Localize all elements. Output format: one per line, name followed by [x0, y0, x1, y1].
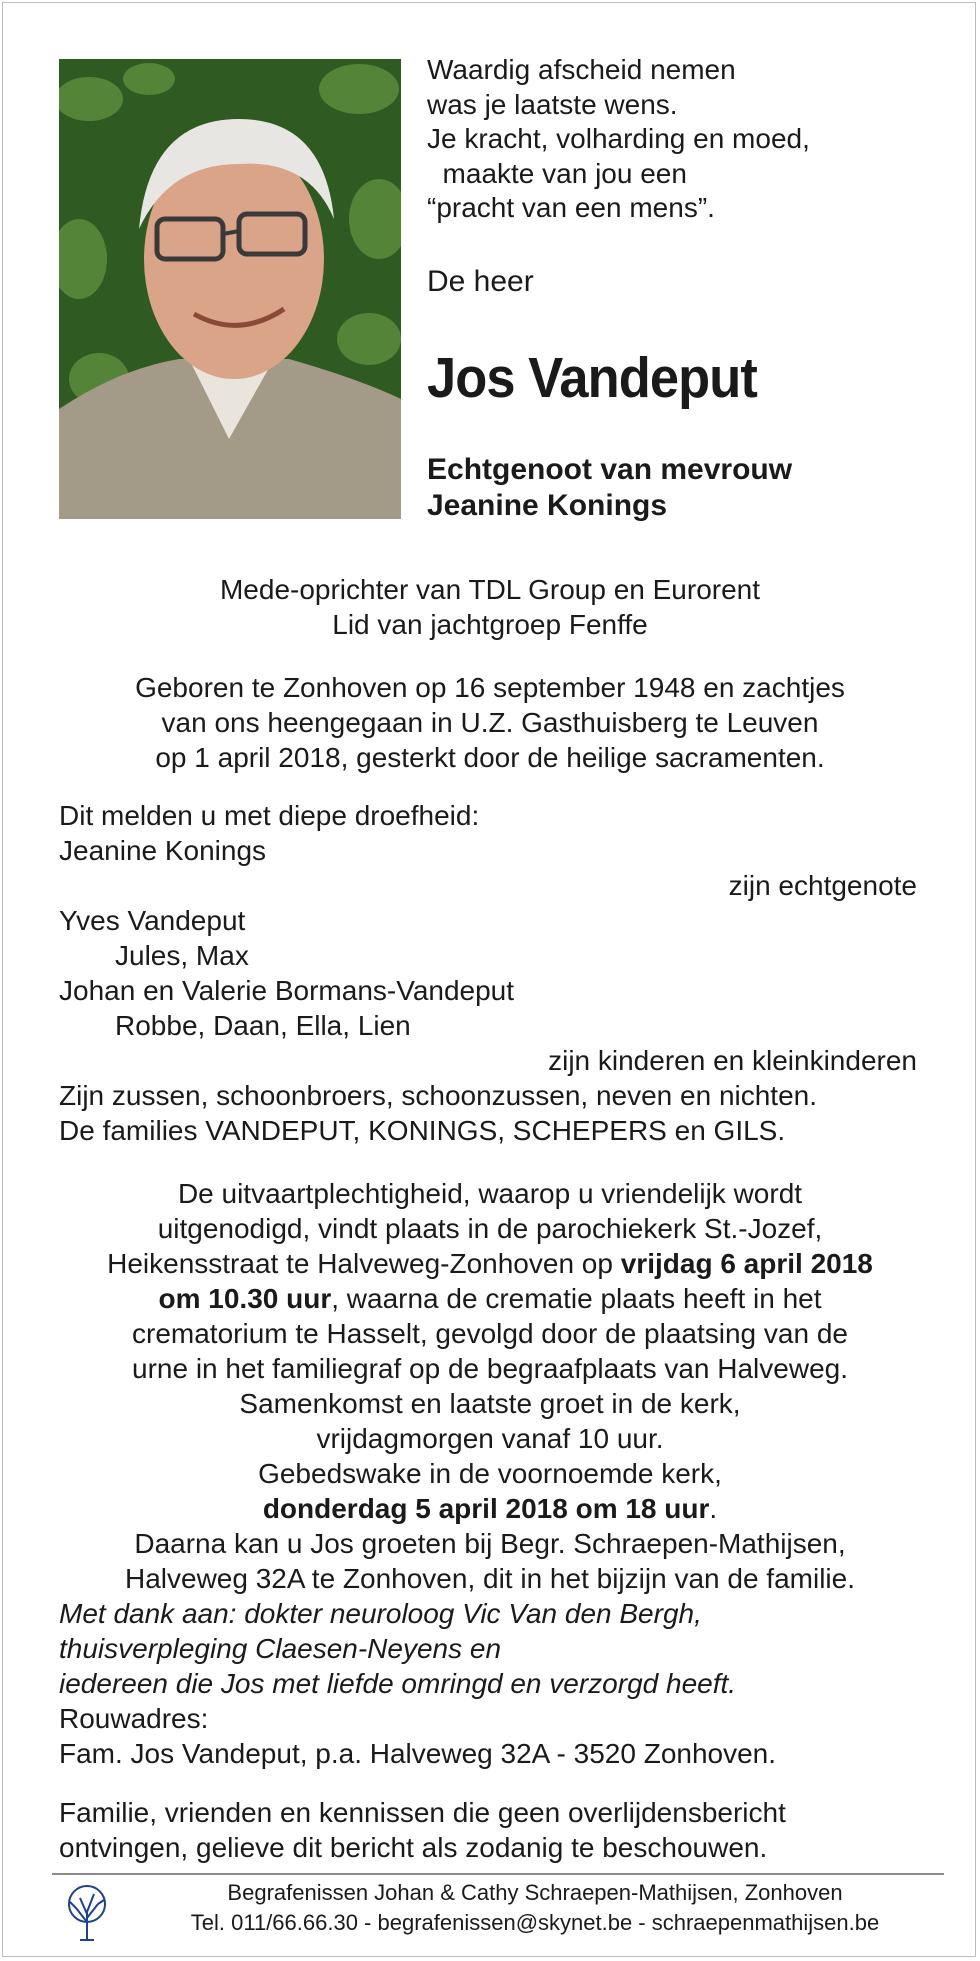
footer-divider: [52, 1873, 944, 1875]
ceremony-text: Heikensstraat te Halveweg-Zonhoven op: [107, 1248, 621, 1279]
ceremony-line: Halveweg 32A te Zonhoven, dit in het bijzijn van de familie.: [125, 1563, 855, 1594]
verse-line: Waardig afscheid nemen: [427, 54, 736, 85]
role-line: Mede-oprichter van TDL Group en Eurorent: [219, 574, 761, 605]
family-families: De families VANDEPUT, KONINGS, SCHEPERS en GILS.: [59, 1115, 786, 1146]
ceremony-line: Gebedswake in de voornoemde kerk,: [258, 1458, 722, 1489]
address-label: Rouwadres:: [59, 1703, 209, 1734]
verse-line: “pracht van een mens”.: [427, 192, 715, 223]
ceremony-line: Daarna kan u Jos groeten bij Begr. Schraepen-Mathijsen,: [134, 1528, 846, 1559]
closing-block: [59, 1795, 786, 1865]
ceremony-line: crematorium te Hasselt, gevolgd door de plaatsing van de: [132, 1318, 848, 1349]
family-intro: Dit melden u met diepe droefheid:: [59, 800, 480, 831]
spouse-role: zijn echtgenote: [728, 870, 917, 901]
closing-line: Familie, vrienden en kennissen die geen overlijdensbericht: [59, 1797, 786, 1828]
birth-line: op 1 april 2018, gesterkt door de heilige sacramenten.: [155, 742, 825, 773]
verse-line: maakte van jou een: [427, 157, 687, 189]
memorial-verse: [427, 53, 810, 226]
funeral-home-footer: [120, 1878, 950, 1938]
family-block: [59, 798, 817, 1148]
wake-date: donderdag 5 april 2018 om 18 uur: [262, 1493, 710, 1524]
verse-line: Je kracht, volharding en moed,: [427, 123, 810, 154]
spouse-label: Echtgenoot van mevrouw: [427, 453, 793, 486]
address-block: [59, 1701, 776, 1771]
ceremony-line: Samenkomst en laatste groet in de kerk,: [239, 1388, 741, 1419]
ceremony-line: uitgenodigd, vindt plaats in de parochiekerk St.-Jozef,: [157, 1213, 823, 1244]
closing-line: ontvingen, gelieve dit bericht als zodanig te beschouwen.: [59, 1832, 768, 1863]
honorific: De heer: [427, 265, 534, 298]
address-line: Fam. Jos Vandeput, p.a. Halveweg 32A - 3520 Zonhoven.: [59, 1738, 777, 1769]
ceremony-line: vrijdagmorgen vanaf 10 uur.: [316, 1423, 664, 1454]
ceremony-block: [0, 1176, 980, 1596]
footer-contact: Tel. 011/66.66.30 - begrafenissen@skynet.be - schraepenmathijsen.be: [190, 1910, 880, 1935]
thanks-block: [59, 1596, 736, 1701]
ceremony-line: [0, 1491, 980, 1526]
deceased-name: Jos Vandeput: [427, 346, 757, 410]
ceremony-line: De uitvaartplechtigheid, waarop u vriendelijk wordt: [177, 1178, 803, 1209]
thanks-line: thuisverpleging Claesen-Neyens en: [59, 1633, 502, 1664]
ceremony-text: .: [709, 1493, 718, 1524]
children-role: zijn kinderen en kleinkinderen: [548, 1045, 917, 1076]
ceremony-line: urne in het familiegraf op de begraafplaats van Halveweg.: [132, 1353, 848, 1384]
footer-company: Begrafenissen Johan & Cathy Schraepen-Mathijsen, Zonhoven: [227, 1880, 843, 1905]
family-grandchildren: Robbe, Daan, Ella, Lien: [115, 1010, 411, 1041]
roles-block: [0, 572, 980, 642]
ceremony-date: vrijdag 6 april 2018: [620, 1248, 873, 1279]
role-line: Lid van jachtgroep Fenffe: [332, 609, 648, 640]
family-grandchildren: Jules, Max: [115, 940, 249, 971]
spouse-line: [427, 452, 792, 524]
thanks-line: Met dank aan: dokter neuroloog Vic Van den Bergh,: [59, 1598, 702, 1629]
birth-line: van ons heengegaan in U.Z. Gasthuisberg te Leuven: [161, 707, 819, 738]
family-child: Johan en Valerie Bormans-Vandeput: [59, 975, 515, 1006]
verse-line: was je laatste wens.: [427, 88, 678, 120]
ceremony-line: [0, 1281, 980, 1316]
portrait-photo: [59, 59, 401, 519]
family-siblings: Zijn zussen, schoonbroers, schoonzussen, neven en nichten.: [59, 1080, 818, 1111]
spouse-name: Jeanine Konings: [427, 489, 668, 522]
ceremony-text: , waarna de crematie plaats heeft in het: [331, 1283, 822, 1314]
ceremony-time: om 10.30 uur: [158, 1283, 332, 1314]
ceremony-line: [0, 1246, 980, 1281]
family-spouse: Jeanine Konings: [59, 835, 267, 866]
family-child: Yves Vandeput: [59, 905, 246, 936]
tree-icon: [62, 1882, 112, 1942]
birth-line: Geboren te Zonhoven op 16 september 1948 en zachtjes: [135, 672, 845, 703]
thanks-line: iedereen die Jos met liefde omringd en verzorgd heeft.: [59, 1668, 737, 1699]
birth-death-block: [0, 670, 980, 775]
